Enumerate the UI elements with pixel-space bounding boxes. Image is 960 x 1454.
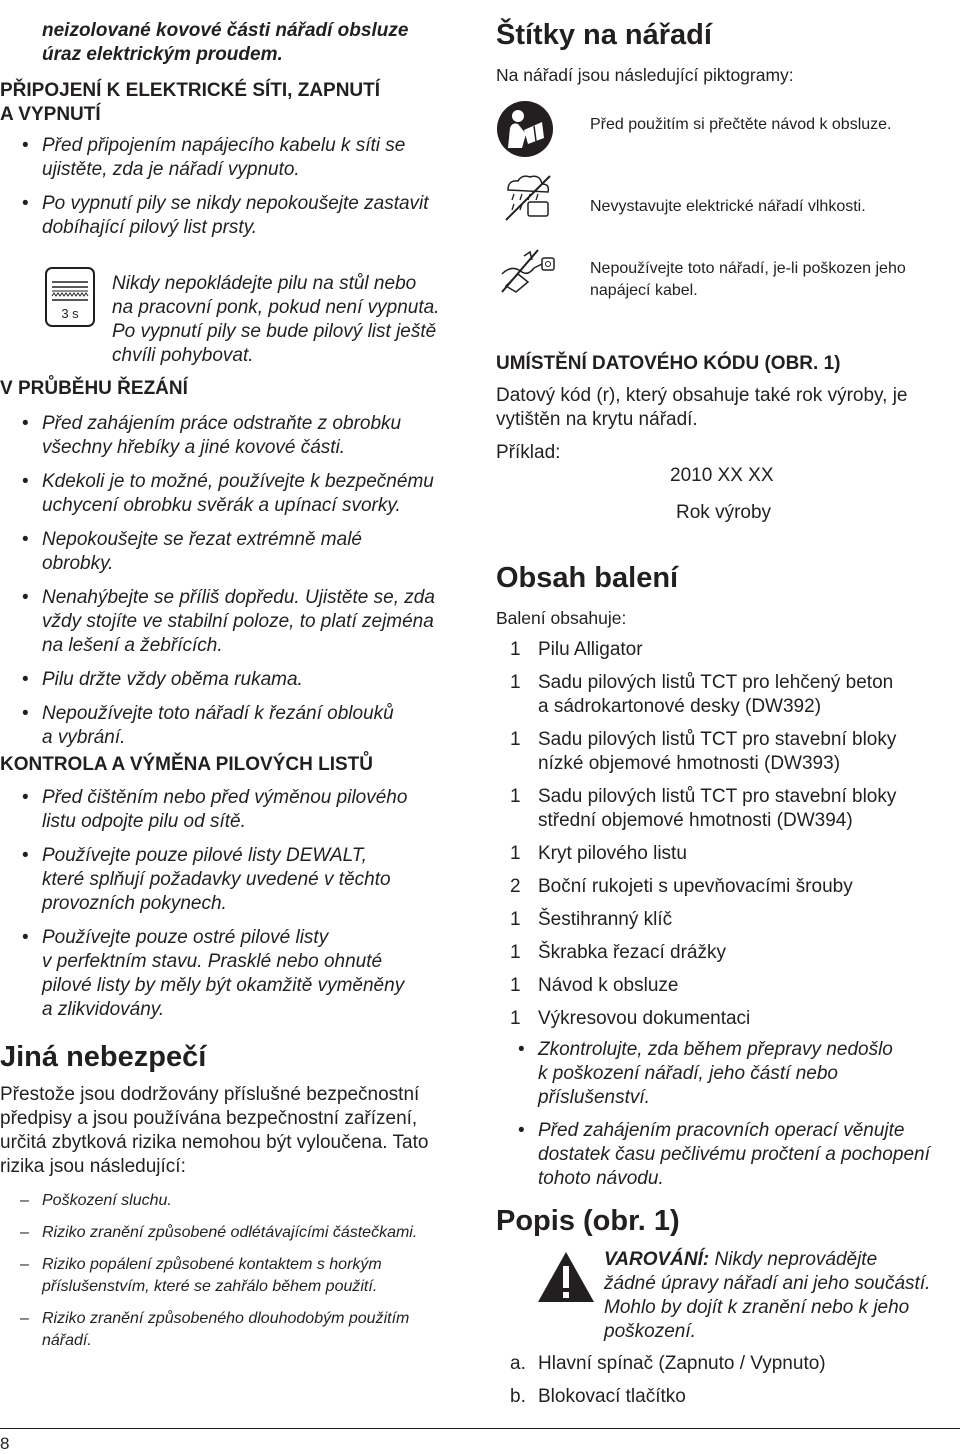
list-item: – Riziko popálení způsobené kontaktem s horkým příslušenstvím, které se zahřálo během použití.: [0, 1254, 470, 1298]
list-item: 1 Škrabka řezací drážky: [510, 942, 726, 963]
example-label: Příklad:: [496, 442, 561, 463]
pictogram-text-manual: Před použitím si přečtěte návod k obsluze.: [590, 116, 892, 133]
list-item: b. Blokovací tlačítko: [510, 1386, 686, 1407]
blade-heading: KONTROLA A VÝMĚNA PILOVÝCH LISTŮ: [0, 754, 373, 775]
list-item: 1 Šestihranný klíč: [510, 909, 673, 930]
datecode-paragraph: Datový kód (r), který obsahuje také rok výroby, je vytištěn na krytu nářadí.: [496, 385, 908, 430]
list-item: • Pilu držte vždy oběma rukama.: [0, 668, 470, 692]
footer-divider: [0, 1428, 960, 1429]
list-item: 1 Sadu pilových listů TCT pro stavební bloky střední objemové hmotnosti (DW394): [510, 786, 897, 831]
list-item: • Před zahájením práce odstraňte z obrobku všechny hřebíky a jiné kovové části.: [0, 412, 470, 460]
list-item: • Před připojením napájecího kabelu k síti se ujistěte, zda je nářadí vypnuto.: [0, 134, 470, 182]
list-item: • Nepoužívejte toto nářadí k řezání oblouků a vybrání.: [0, 702, 470, 750]
warning-text: VAROVÁNÍ: Nikdy neprovádějte žádné úpravy nářadí ani jeho součástí. Mohlo by dojít k zranění nebo k jeho poškození.: [604, 1249, 931, 1342]
list-item: 1 Návod k obsluze: [510, 975, 679, 996]
cutting-list: [0, 412, 470, 750]
labels-heading: Štítky na nářadí: [496, 19, 712, 51]
list-item: • Před čištěním nebo před výměnou pilového listu odpojte pilu od sítě.: [0, 786, 470, 834]
list-item: • Kdekoli je to možné, používejte k bezpečnému uchycení obrobku svěrák a upínací svorky.: [0, 470, 470, 518]
list-item: a. Hlavní spínač (Zapnuto / Vypnuto): [510, 1353, 826, 1374]
risk-list: [0, 1190, 470, 1352]
list-item: 1 Sadu pilových listů TCT pro lehčený beton a sádrokartonové desky (DW392): [510, 672, 894, 717]
other-risks-paragraph: Přestože jsou dodržovány příslušné bezpečnostní předpisy a jsou používána bezpečnostní zařízení, určitá zbytková rizika nemohou být vyloučena. Tato rizika jsou následující:: [0, 1084, 429, 1177]
icon-3s-label: 3 s: [61, 306, 79, 321]
description-heading: Popis (obr. 1): [496, 1205, 680, 1237]
list-item: • Nenahýbejte se příliš dopředu. Ujistěte se, zda vždy stojíte ve stabilní poloze, to platí zejména na lešení a žebřících.: [0, 586, 470, 658]
list-item: • Zkontrolujte, zda během přepravy nedošlo k poškození nářadí, jeho částí nebo příslušenství.: [496, 1038, 958, 1110]
list-item: – Poškození sluchu.: [0, 1190, 470, 1212]
pictogram-text-cable: Nepoužívejte toto nářadí, je-li poškozen jeho napájecí kabel.: [590, 260, 906, 299]
intro-warning: neizolované kovové části nářadí obsluze úraz elektrickým proudem.: [42, 20, 409, 65]
list-item: 1 Kryt pilového listu: [510, 843, 687, 864]
list-item: • Po vypnutí pily se nikdy nepokoušejte zastavit dobíhající pilový list prsty.: [0, 192, 470, 240]
package-intro: Balení obsahuje:: [496, 608, 627, 628]
list-item: – Riziko zranění způsobené odlétávajícími částečkami.: [0, 1222, 470, 1244]
damaged-cable-icon: [498, 246, 558, 301]
read-manual-icon: [496, 100, 554, 163]
other-risks-heading: Jiná nebezpečí: [0, 1041, 207, 1073]
list-item: • Nepokoušejte se řezat extrémně malé obrobky.: [0, 528, 470, 576]
page-number: 8: [0, 1434, 10, 1453]
list-item: • Používejte pouze pilové listy DEWALT, které splňují požadavky uvedené v těchto provozních pokynech.: [0, 844, 470, 916]
package-heading: Obsah balení: [496, 562, 679, 594]
datecode-heading: UMÍSTĚNÍ DATOVÉHO KÓDU (OBR. 1): [496, 353, 841, 374]
coast-note: Nikdy nepokládejte pilu na stůl nebo na pracovní ponk, pokud není vypnuta. Po vypnutí pily se bude pilový list ještě chvíli pohybovat.: [112, 273, 440, 366]
package-list: [496, 638, 958, 1031]
list-item: 2 Boční rukojeti s upevňovacími šrouby: [510, 876, 853, 897]
list-item: 1 Sadu pilových listů TCT pro stavební bloky nízké objemové hmotnosti (DW393): [510, 729, 897, 774]
no-rain-icon: [502, 172, 554, 229]
warning-triangle-icon: [536, 1250, 596, 1309]
pictogram-text-moisture: Nevystavujte elektrické nářadí vlhkosti.: [590, 198, 866, 215]
example-code: 2010 XX XX: [670, 465, 774, 486]
description-list: [496, 1352, 958, 1409]
list-item: 1 Pilu Alligator: [510, 639, 643, 660]
list-item: – Riziko zranění způsobeného dlouhodobým použitím nářadí.: [0, 1308, 470, 1352]
connect-list: [0, 134, 470, 240]
list-item: 1 Výkresovou dokumentaci: [510, 1008, 751, 1029]
blade-coasting-icon: [44, 266, 96, 333]
list-item: • Před zahájením pracovních operací věnujte dostatek času pečlivému pročtení a pochopení tohoto návodu.: [496, 1119, 958, 1191]
labels-intro: Na nářadí jsou následující piktogramy:: [496, 65, 794, 85]
package-notes: [496, 1038, 958, 1191]
connect-heading: PŘIPOJENÍ K ELEKTRICKÉ SÍTI, ZAPNUTÍ A VYPNUTÍ: [0, 80, 381, 125]
example-year: Rok výroby: [676, 502, 772, 523]
blade-list: [0, 786, 470, 1022]
list-item: • Používejte pouze ostré pilové listy v perfektním stavu. Prasklé nebo ohnuté pilové listy by měly být okamžitě vyměněny a zlikvidovány.: [0, 926, 470, 1022]
cutting-heading: V PRŮBĚHU ŘEZÁNÍ: [0, 378, 188, 399]
warning-label: VAROVÁNÍ:: [604, 1249, 710, 1270]
